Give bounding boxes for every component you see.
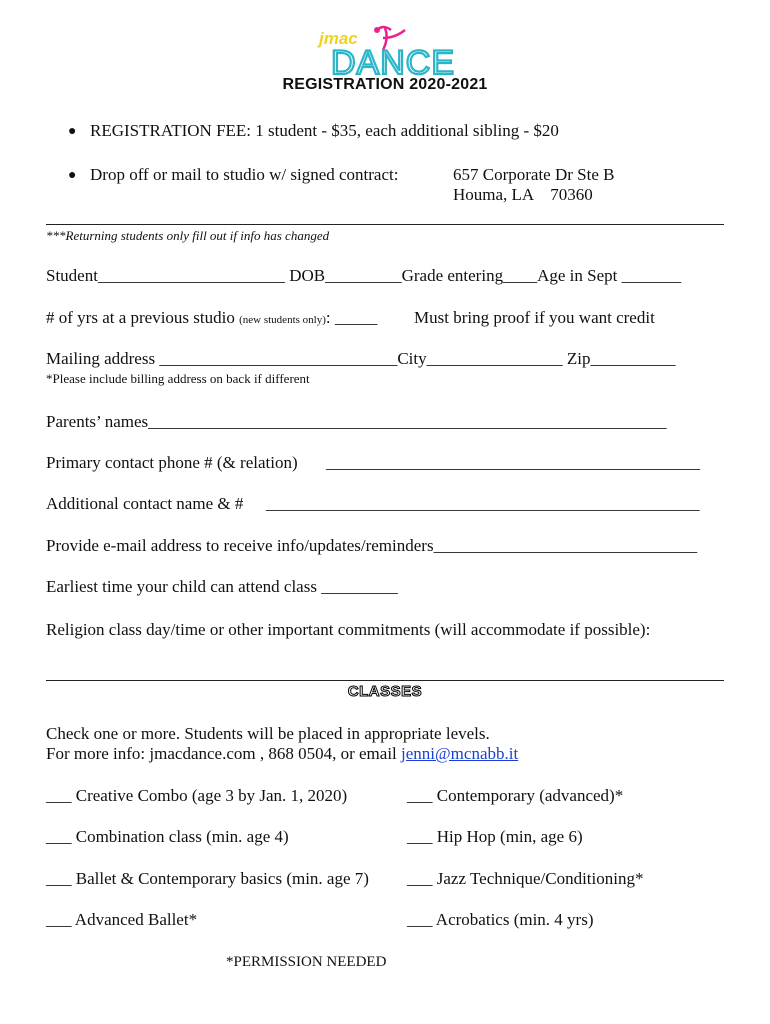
bullet-icon: ● [68, 124, 77, 139]
logo-small-text: jmac [319, 29, 358, 48]
contact-info: For more info: jmacdance.com , 868 0504, or email [46, 744, 402, 763]
dropoff-line: Drop off or mail to studio w/ signed contract: [90, 165, 399, 184]
billing-note: *Please include billing address on back if different [46, 371, 310, 386]
additional-contact-field[interactable]: ___________________________________________________ [266, 494, 700, 513]
classes-intro-2 [46, 744, 518, 764]
parents-names-field[interactable]: Parents’ names_____________________________________________________________ [46, 412, 667, 431]
previous-studio-years-field[interactable] [46, 308, 377, 328]
classes-intro-1: Check one or more. Students will be placed in appropriate levels. [46, 724, 490, 743]
yrs-small-note: (new students only) [239, 314, 326, 326]
yrs-label: # of yrs at a previous studio [46, 308, 240, 327]
religion-commitments-label: Religion class day/time or other important commitments (will accommodate if possible): [46, 620, 651, 639]
class-option-jazz-technique[interactable]: ___ Jazz Technique/Conditioning* [407, 869, 644, 888]
mailing-city-zip-fields[interactable]: Mailing address ____________________________City________________ Zip__________ [46, 349, 676, 368]
address-line-1: 657 Corporate Dr Ste B [453, 165, 615, 184]
address-line-2: Houma, LA 70360 [453, 185, 593, 204]
class-option-combination[interactable]: ___ Combination class (min. age 4) [46, 827, 289, 846]
earliest-time-field[interactable]: Earliest time your child can attend class _________ [46, 577, 398, 596]
jmac-dance-logo [315, 24, 455, 78]
permission-note: *PERMISSION NEEDED [226, 954, 387, 970]
class-option-advanced-ballet[interactable]: ___ Advanced Ballet* [46, 910, 198, 929]
religion-commitments-line[interactable] [46, 680, 724, 681]
returning-note: ***Returning students only fill out if info has changed [46, 228, 330, 243]
class-option-contemporary[interactable]: ___ Contemporary (advanced)* [407, 786, 624, 805]
additional-contact-label: Additional contact name & # [46, 494, 244, 513]
yrs-blank: : _____ [325, 308, 378, 327]
bullet-icon: ● [68, 168, 77, 183]
email-link[interactable]: jenni@mcnabb.it [401, 744, 519, 763]
fee-line: REGISTRATION FEE: 1 student - $35, each additional sibling - $20 [90, 121, 559, 140]
proof-note: Must bring proof if you want credit [414, 308, 655, 327]
class-option-creative-combo[interactable]: ___ Creative Combo (age 3 by Jan. 1, 2020) [46, 786, 348, 805]
email-field[interactable]: Provide e-mail address to receive info/updates/reminders_______________________________ [46, 536, 698, 555]
class-option-ballet-contemporary-basics[interactable]: ___ Ballet & Contemporary basics (min. age 7) [46, 869, 369, 888]
page-title: REGISTRATION 2020-2021 [282, 76, 488, 93]
classes-heading: CLASSES [347, 683, 423, 700]
logo-big-text: DANCE [331, 44, 455, 78]
divider [46, 224, 724, 225]
student-dob-grade-age-fields[interactable]: Student______________________ DOB_________Grade entering____Age in Sept _______ [46, 266, 682, 285]
class-option-hip-hop[interactable]: ___ Hip Hop (min, age 6) [407, 827, 583, 846]
primary-phone-field[interactable]: ____________________________________________ [326, 453, 700, 472]
primary-phone-label: Primary contact phone # (& relation) [46, 453, 298, 472]
class-option-acrobatics[interactable]: ___ Acrobatics (min. 4 yrs) [407, 910, 594, 929]
